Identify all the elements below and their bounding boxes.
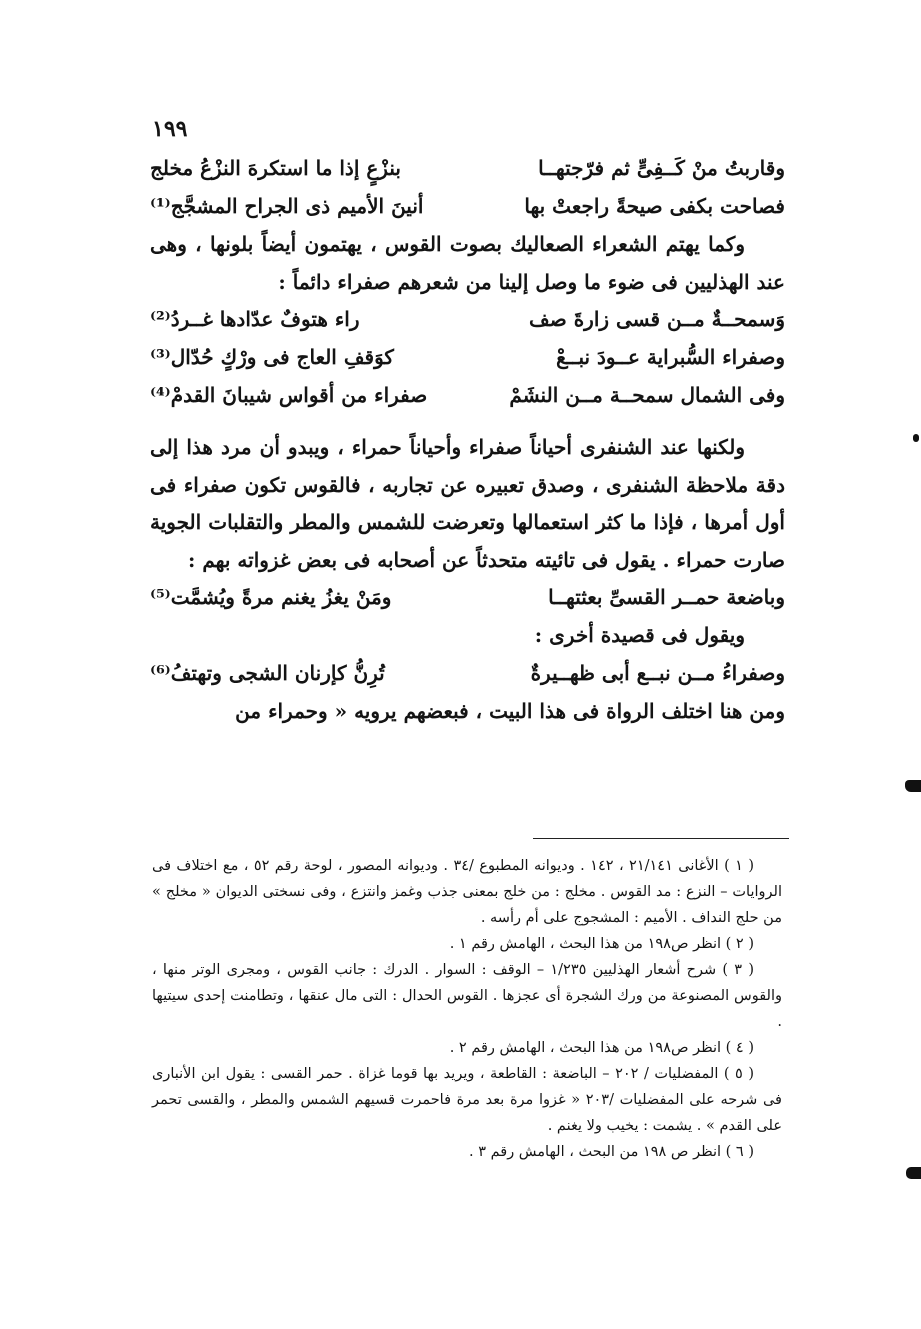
footnotes: [152, 853, 782, 1165]
verse-first-hemistich: وباضعة حمــر القسىِّ بعثتهــا: [548, 585, 785, 609]
verse-line: [150, 188, 785, 226]
scan-edge-mark: [913, 434, 919, 442]
footnote: ( ٥ ) المفضليات / ٢٠٢ – الباضعة : القاطعة ، ويريد بها قوما غزاة . حمر القسى : يقول ابن الأنبارى فى شرحه على المفضليات /٢٠٣ « غزوا مرة بعد مرة فاحمرت قسيهم الشمس والمطر ، والقسى تحمر على القدم » . يشمت : يخيب ولا يغنم .: [152, 1066, 782, 1134]
paragraph: ومن هنا اختلف الرواة فى هذا البيت ، فبعضهم يرويه « وحمراء من: [235, 698, 785, 723]
verse-second-hemistich: بنزْعٍ إذا ما استكرهَ النزْعُ مخلج: [150, 156, 401, 180]
verse-first-hemistich: وقاربتُ منْ كَــفِىٍّ ثم فرّجتهــا: [538, 156, 785, 180]
paragraph: ويقول فى قصيدة أخرى :: [534, 623, 745, 647]
verse-first-hemistich: وصفراءُ مــن نبــع أبى ظهــيرةٌ: [530, 660, 785, 685]
verse-first-hemistich: وفى الشمال سمحــة مــن النشَمْ: [509, 383, 785, 407]
verse-line: [150, 301, 785, 339]
footnote-separator: [533, 838, 789, 839]
footnote: ( ٤ ) انظر ص١٩٨ من هذا البحث ، الهامش رقم ٢ .: [449, 1040, 754, 1056]
scan-edge-mark: [906, 1167, 921, 1179]
footnote: ( ٣ ) شرح أشعار الهذليين ١/٢٣٥ – الوقف : السوار . الدرك : جانب القوس ، ومجرى الوتر منها ، والقوس المصنوعة من ورك الشجرة أى عجزها . القوس الحدال : التى مال عنقها ، وتطامنت إحدى سيتيها .: [152, 962, 782, 1030]
verse-second-hemistich: تُرِنُّ كإرنان الشجى وتهتفُ⁽⁶⁾: [150, 660, 385, 685]
verse-line: [150, 579, 785, 617]
paragraph: وكما يهتم الشعراء الصعاليك بصوت القوس ، يهتمون أيضاً بلونها ، وهى عند الهذليين فى ضوء ما وصل إلينا من شعرهم صفراء دائماً :: [150, 232, 785, 294]
verse-second-hemistich: راء هتوفٌ عدّادها غــردُ⁽²⁾: [150, 307, 360, 331]
scan-edge-mark: [905, 780, 921, 792]
page-number: ١٩٩: [152, 116, 188, 142]
spacer: [150, 415, 785, 429]
verse-line: [150, 150, 785, 188]
verse-second-hemistich: ومَنْ يغزُ يغنم مرةً ويُشمَّت⁽⁵⁾: [150, 585, 392, 609]
footnote: ( ١ ) الأغانى ٢١/١٤١ ، ١٤٢ . وديوانه المطبوع /٣٤ . وديوانه المصور ، لوحة رقم ٥٢ ، مع اختلاف فى الروايات – النزع : مد القوس . مخلج : من خلج بمعنى جذب وغمز وانتزع ، وفى نسختى الديوان « مخلج » من حلج النداف . الأميم : المشجوج على أم رأسه .: [152, 858, 782, 926]
verse-first-hemistich: فصاحت بكفى صيحةً راجعتْ بها: [524, 194, 785, 218]
verse-second-hemistich: كوَقفِ العاج فى ورْكٍ حُدّال⁽³⁾: [150, 345, 394, 369]
verse-line: [150, 655, 785, 693]
verse-line: [150, 339, 785, 377]
verse-first-hemistich: وَسمحــةٌ مــن قسى زارةَ صف: [529, 307, 785, 331]
verse-second-hemistich: صفراء من أقواس شيبانَ القدمْ⁽⁴⁾: [150, 383, 428, 407]
verse-first-hemistich: وصفراء السُّبراية عــودَ نبــعْ: [556, 345, 785, 369]
verse-second-hemistich: أنينَ الأميم ذى الجراح المشجَّج⁽¹⁾: [150, 194, 424, 218]
paragraph: ولكنها عند الشنفرى أحياناً صفراء وأحياناً حمراء ، ويبدو أن مرد هذا إلى دقة ملاحظة الشنفرى ، وصدق تعبيره عن تجاربه ، فالقوس تكون صفراء فى أول أمرها ، فإذا ما كثر استعمالها وتعرضت للشمس والمطر والتقلبات الجوية صارت حمراء . يقول فى تائيته متحدثاً عن أصحابه فى بعض غزواته بهم :: [150, 435, 785, 572]
footnote: ( ٦ ) انظر ص ١٩٨ من البحث ، الهامش رقم ٣ .: [468, 1144, 754, 1160]
footnote: ( ٢ ) انظر ص١٩٨ من هذا البحث ، الهامش رقم ١ .: [449, 936, 754, 952]
main-text: [150, 150, 785, 730]
verse-line: [150, 377, 785, 415]
